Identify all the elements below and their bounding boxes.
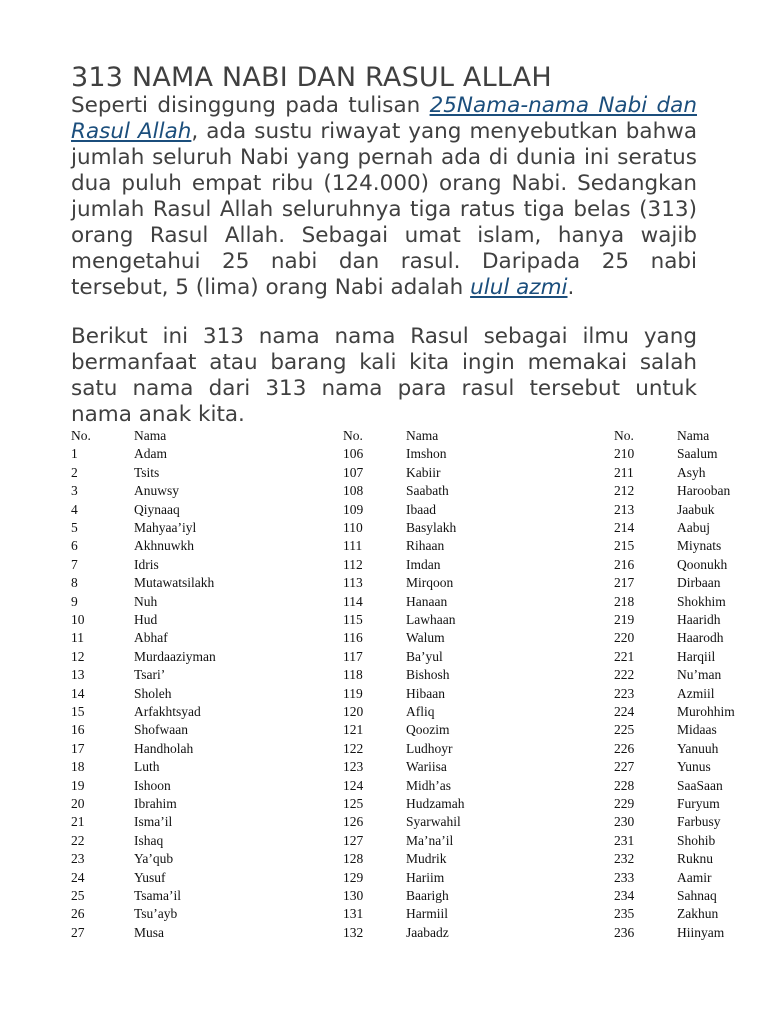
row-number: 114: [343, 593, 363, 609]
row-number: 19: [71, 777, 85, 793]
row-number: 124: [343, 777, 364, 793]
row-number: 110: [343, 520, 363, 535]
row-name: Mahyaa’iyl: [134, 520, 197, 535]
row-name: Ba’yul: [406, 648, 443, 664]
header-no: No.: [71, 428, 91, 443]
row-number: 1: [71, 446, 78, 462]
row-number: 122: [343, 740, 364, 756]
row-name: Farbusy: [677, 814, 721, 830]
row-number: 230: [614, 814, 635, 830]
row-name: Saalum: [677, 446, 718, 462]
row-name: Adam: [134, 446, 167, 462]
row-name: Rihaan: [406, 538, 445, 554]
row-name: Harmiil: [406, 906, 448, 922]
link-25-nabi[interactable]: 25Nama-nama Nabi dan Rasul Allah: [71, 93, 697, 144]
row-number: 119: [343, 685, 363, 701]
row-number: 24: [71, 869, 85, 885]
header-name: Nama: [406, 428, 439, 443]
row-number: 225: [614, 722, 635, 738]
row-name: Hanaan: [406, 593, 448, 609]
intro-text-middle: , ada sustu riwayat yang menyebutkan bahwa jumlah seluruh Nabi yang pernah ada di dunia ini seratus dua puluh empat ribu (124.000) orang Nabi. Sedangkan jumlah Rasul Allah seluruhnya tiga ratus tiga belas (313) orang Rasul Allah. Sebagai umat islam, hanya wajib mengetahui 25 nabi dan rasul. Daripada 25 nabi tersebut, 5 (lima) orang Nabi adalah: [71, 119, 697, 300]
header-name: Nama: [677, 428, 710, 443]
header-no: No.: [343, 428, 363, 443]
row-number: 107: [343, 464, 364, 480]
row-number: 231: [614, 832, 635, 848]
row-name: Sholeh: [134, 685, 172, 701]
row-name: Saabath: [406, 483, 449, 499]
header-name: Nama: [134, 428, 167, 443]
row-number: 223: [614, 685, 635, 701]
intro-text-end: .: [567, 275, 575, 300]
row-name: Ibrahim: [134, 796, 177, 811]
row-number: 224: [614, 704, 635, 719]
row-name: Kabiir: [406, 464, 441, 480]
row-name: Murohhim: [677, 704, 735, 719]
row-number: 228: [614, 777, 635, 793]
row-number: 106: [343, 446, 364, 462]
row-name: Mutawatsilakh: [134, 575, 215, 591]
row-name: Aamir: [677, 869, 712, 885]
row-name: Yunus: [677, 759, 711, 775]
row-name: Zakhun: [677, 906, 719, 922]
row-name: Shohib: [677, 832, 716, 848]
row-name: Miynats: [677, 538, 722, 554]
row-name: Syarwahil: [406, 814, 461, 830]
row-name: Wariisa: [406, 759, 447, 775]
row-number: 108: [343, 483, 364, 499]
row-name: Tsama’il: [134, 888, 182, 903]
row-number: 6: [71, 538, 78, 554]
row-number: 126: [343, 814, 364, 830]
row-name: Mirqoon: [406, 575, 454, 591]
row-number: 5: [71, 520, 78, 535]
row-name: SaaSaan: [677, 777, 723, 793]
row-number: 227: [614, 759, 635, 775]
row-name: Aabuj: [677, 520, 710, 535]
row-name: Midaas: [677, 722, 717, 738]
row-number: 130: [343, 888, 364, 903]
intro-paragraph: [71, 93, 697, 301]
row-name: Shokhim: [677, 593, 726, 609]
row-name: Ma’na’il: [406, 832, 454, 848]
row-name: Jaabadz: [406, 924, 449, 940]
row-name: Arfakhtsyad: [134, 704, 201, 719]
row-name: Dirbaan: [677, 575, 721, 591]
row-name: Imshon: [406, 446, 447, 462]
link-ulul-azmi[interactable]: ulul azmi: [470, 275, 568, 300]
row-number: 218: [614, 593, 635, 609]
page-title: 313 NAMA NABI DAN RASUL ALLAH: [71, 62, 552, 93]
row-number: 210: [614, 446, 635, 462]
row-number: 234: [614, 888, 635, 903]
row-name: Tsu’ayb: [134, 906, 178, 922]
row-number: 213: [614, 501, 635, 517]
row-number: 125: [343, 796, 364, 811]
row-number: 217: [614, 575, 635, 591]
row-name: Imdan: [406, 556, 441, 572]
row-name: Harooban: [677, 483, 731, 499]
row-number: 232: [614, 851, 635, 867]
row-name: Luth: [134, 759, 160, 775]
row-name: Nuh: [134, 593, 158, 609]
row-number: 120: [343, 704, 364, 719]
row-name: Qiynaaq: [134, 501, 180, 517]
row-number: 27: [71, 924, 85, 940]
row-name: Hudzamah: [406, 796, 465, 811]
row-number: 115: [343, 612, 363, 627]
row-number: 121: [343, 722, 364, 738]
second-paragraph: Berikut ini 313 nama nama Rasul sebagai ilmu yang bermanfaat atau barang kali kita ingin memakai salah satu nama dari 313 nama para rasul tersebut untuk nama anak kita.: [71, 324, 697, 427]
row-number: 26: [71, 906, 85, 922]
row-name: Ishoon: [134, 777, 171, 793]
row-number: 212: [614, 483, 635, 499]
row-name: Furyum: [677, 796, 720, 811]
row-number: 20: [71, 796, 85, 811]
row-number: 220: [614, 630, 635, 646]
row-number: 211: [614, 464, 634, 480]
row-number: 233: [614, 869, 635, 885]
row-number: 11: [71, 630, 84, 646]
row-number: 112: [343, 556, 363, 572]
row-name: Isma’il: [134, 814, 173, 830]
row-number: 215: [614, 538, 635, 554]
row-number: 8: [71, 575, 78, 591]
row-name: Ya’qub: [134, 851, 174, 867]
row-number: 18: [71, 759, 85, 775]
row-name: Sahnaq: [677, 888, 717, 903]
row-name: Haarodh: [677, 630, 724, 646]
row-name: Shofwaan: [134, 722, 188, 738]
row-number: 128: [343, 851, 364, 867]
row-number: 221: [614, 648, 635, 664]
row-number: 7: [71, 556, 78, 572]
row-name: Yanuuh: [677, 740, 719, 756]
row-name: Midh’as: [406, 777, 451, 793]
row-number: 12: [71, 648, 85, 664]
row-name: Nu’man: [677, 667, 722, 683]
row-number: 22: [71, 832, 85, 848]
row-number: 219: [614, 612, 635, 627]
row-name: Ibaad: [406, 501, 436, 517]
row-number: 214: [614, 520, 635, 535]
row-number: 3: [71, 483, 78, 499]
row-number: 9: [71, 593, 78, 609]
row-name: Harqiil: [677, 648, 716, 664]
row-name: Mudrik: [406, 851, 447, 867]
row-name: Tsits: [134, 464, 160, 480]
row-name: Baarigh: [406, 888, 449, 903]
row-name: Tsari’: [134, 667, 166, 683]
row-number: 15: [71, 704, 85, 719]
row-number: 4: [71, 501, 78, 517]
row-name: Lawhaan: [406, 612, 456, 627]
row-number: 132: [343, 924, 364, 940]
row-number: 113: [343, 575, 363, 591]
row-name: Bishosh: [406, 667, 450, 683]
row-number: 116: [343, 630, 363, 646]
row-number: 235: [614, 906, 635, 922]
row-name: Murdaaziyman: [134, 648, 216, 664]
row-number: 118: [343, 667, 363, 683]
row-name: Abhaf: [134, 630, 168, 646]
row-name: Asyh: [677, 464, 706, 480]
row-name: Walum: [406, 630, 445, 646]
row-number: 10: [71, 612, 85, 627]
row-number: 131: [343, 906, 364, 922]
row-number: 229: [614, 796, 635, 811]
row-number: 23: [71, 851, 85, 867]
row-name: Ruknu: [677, 851, 714, 867]
header-no: No.: [614, 428, 634, 443]
row-number: 236: [614, 924, 635, 940]
row-number: 13: [71, 667, 85, 683]
row-number: 21: [71, 814, 85, 830]
row-name: Hud: [134, 612, 158, 627]
row-number: 111: [343, 538, 363, 554]
row-name: Qoonukh: [677, 556, 728, 572]
row-name: Basylakh: [406, 520, 457, 535]
row-number: 129: [343, 869, 364, 885]
row-number: 226: [614, 740, 635, 756]
row-name: Azmiil: [677, 685, 715, 701]
row-name: Afliq: [406, 704, 435, 719]
row-name: Yusuf: [134, 869, 166, 885]
row-name: Anuwsy: [134, 483, 180, 499]
row-name: Idris: [134, 556, 159, 572]
row-name: Qoozim: [406, 722, 450, 738]
row-number: 216: [614, 556, 635, 572]
row-name: Jaabuk: [677, 501, 715, 517]
row-number: 2: [71, 464, 78, 480]
row-number: 25: [71, 888, 85, 903]
row-name: Musa: [134, 924, 164, 940]
row-number: 16: [71, 722, 85, 738]
row-name: Hiinyam: [677, 924, 725, 940]
row-number: 117: [343, 648, 363, 664]
row-number: 14: [71, 685, 85, 701]
row-name: Hibaan: [406, 685, 445, 701]
row-name: Ludhoyr: [406, 740, 453, 756]
row-name: Akhnuwkh: [134, 538, 194, 554]
row-name: Handholah: [134, 740, 194, 756]
intro-text-start: Seperti disinggung pada tulisan: [71, 93, 430, 118]
row-name: Haaridh: [677, 612, 721, 627]
row-number: 123: [343, 759, 364, 775]
row-number: 127: [343, 832, 364, 848]
row-number: 17: [71, 740, 85, 756]
row-name: Hariim: [406, 869, 445, 885]
row-number: 109: [343, 501, 364, 517]
row-number: 222: [614, 667, 635, 683]
row-name: Ishaq: [134, 832, 164, 848]
